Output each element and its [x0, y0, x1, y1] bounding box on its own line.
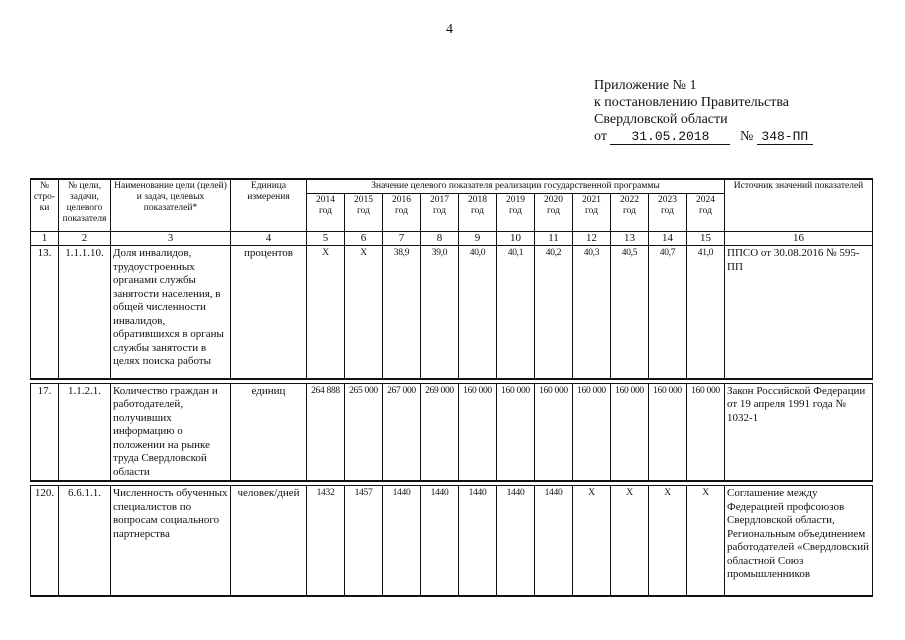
value-cell: 1457 — [345, 486, 383, 596]
value-cell: 160 000 — [649, 383, 687, 481]
column-index: 5 — [307, 232, 345, 246]
value-cell: 40,5 — [611, 246, 649, 379]
value-cell: 160 000 — [611, 383, 649, 481]
column-index: 4 — [231, 232, 307, 246]
column-index: 7 — [383, 232, 421, 246]
appendix-line-3: Свердловской области — [594, 112, 728, 127]
header-source: Источник значений показателей — [725, 179, 873, 232]
header-year: 2024 год — [687, 194, 725, 232]
value-cell: X — [687, 486, 725, 596]
value-cell: X — [307, 246, 345, 379]
value-cell: 160 000 — [459, 383, 497, 481]
value-cell: 1440 — [383, 486, 421, 596]
source: Соглашение между Федерацией профсоюзов Свердловской области, Региональным объединением работодателей «Свердловский областной Союз промышленников — [725, 486, 873, 596]
value-cell: 40,0 — [459, 246, 497, 379]
value-cell: 40,7 — [649, 246, 687, 379]
row-number: 13. — [31, 246, 59, 379]
table-row — [31, 383, 873, 481]
goal-number: 1.1.1.10. — [59, 246, 111, 379]
value-cell: 267 000 — [383, 383, 421, 481]
appendix-line-2: к постановлению Правительства — [594, 95, 790, 110]
value-cell: 264 888 — [307, 383, 345, 481]
value-cell: 1440 — [459, 486, 497, 596]
header-year: 2019 год — [497, 194, 535, 232]
column-index: 3 — [111, 232, 231, 246]
goal-number: 1.1.2.1. — [59, 383, 111, 481]
value-cell: 1440 — [497, 486, 535, 596]
header-row-no: № стро-ки — [31, 179, 59, 232]
row-number: 120. — [31, 486, 59, 596]
appendix-signature-line — [594, 128, 813, 145]
number-label: № — [739, 129, 754, 144]
header-unit: Единица измерения — [231, 179, 307, 232]
decree-date: 31.05.2018 — [610, 129, 730, 145]
header-year: 2023 год — [649, 194, 687, 232]
table-row — [31, 246, 873, 379]
header-year: 2016 год — [383, 194, 421, 232]
column-index: 11 — [535, 232, 573, 246]
indicator-name: Доля инвалидов, трудоустроенных органами службы занятости населения, в общей численности инвалидов, обратившихся в органы службы занятости в целях поиска работы — [111, 246, 231, 379]
column-index: 16 — [725, 232, 873, 246]
column-index: 10 — [497, 232, 535, 246]
header-year: 2014 год — [307, 194, 345, 232]
value-cell: 39,0 — [421, 246, 459, 379]
value-cell: 265 000 — [345, 383, 383, 481]
value-cell: 40,1 — [497, 246, 535, 379]
table-row — [31, 486, 873, 596]
header-goal-no: № цели, задачи, целевого показателя — [59, 179, 111, 232]
unit: единиц — [231, 383, 307, 481]
indicator-name: Количество граждан и работодателей, получивших информацию о положении на рынке труда Свердловской области — [111, 383, 231, 481]
appendix-header — [594, 77, 813, 145]
appendix-line-1: Приложение № 1 — [594, 78, 697, 93]
from-label: от — [594, 129, 607, 144]
value-cell: X — [345, 246, 383, 379]
column-index: 9 — [459, 232, 497, 246]
value-cell: 269 000 — [421, 383, 459, 481]
header-year: 2018 год — [459, 194, 497, 232]
value-cell: 41,0 — [687, 246, 725, 379]
column-index: 6 — [345, 232, 383, 246]
column-index: 2 — [59, 232, 111, 246]
column-index-row — [31, 232, 873, 246]
value-cell: 160 000 — [535, 383, 573, 481]
column-index: 15 — [687, 232, 725, 246]
unit: человек/дней — [231, 486, 307, 596]
decree-number: 348-ПП — [757, 129, 813, 145]
value-cell: 1440 — [421, 486, 459, 596]
indicators-table — [30, 178, 873, 597]
value-cell: 1432 — [307, 486, 345, 596]
value-cell: 38,9 — [383, 246, 421, 379]
header-values-group: Значение целевого показателя реализации государственной программы — [307, 179, 725, 194]
indicator-name: Численность обученных специалистов по вопросам социального партнерства — [111, 486, 231, 596]
value-cell: 160 000 — [497, 383, 535, 481]
page-number: 4 — [446, 22, 453, 37]
column-index: 13 — [611, 232, 649, 246]
value-cell: 1440 — [535, 486, 573, 596]
source: Закон Российской Федерации от 19 апреля 1991 года № 1032-1 — [725, 383, 873, 481]
column-index: 14 — [649, 232, 687, 246]
value-cell: 160 000 — [687, 383, 725, 481]
value-cell: X — [573, 486, 611, 596]
header-year: 2022 год — [611, 194, 649, 232]
header-year: 2020 год — [535, 194, 573, 232]
column-index: 12 — [573, 232, 611, 246]
unit: процентов — [231, 246, 307, 379]
header-year: 2015 год — [345, 194, 383, 232]
value-cell: 40,3 — [573, 246, 611, 379]
row-number: 17. — [31, 383, 59, 481]
header-year: 2017 год — [421, 194, 459, 232]
value-cell: 40,2 — [535, 246, 573, 379]
source: ППСО от 30.08.2016 № 595-ПП — [725, 246, 873, 379]
value-cell: 160 000 — [573, 383, 611, 481]
column-index: 8 — [421, 232, 459, 246]
header-year: 2021 год — [573, 194, 611, 232]
goal-number: 6.6.1.1. — [59, 486, 111, 596]
value-cell: X — [649, 486, 687, 596]
column-index: 1 — [31, 232, 59, 246]
header-name: Наименование цели (целей) и задач, целевых показателей* — [111, 179, 231, 232]
value-cell: X — [611, 486, 649, 596]
